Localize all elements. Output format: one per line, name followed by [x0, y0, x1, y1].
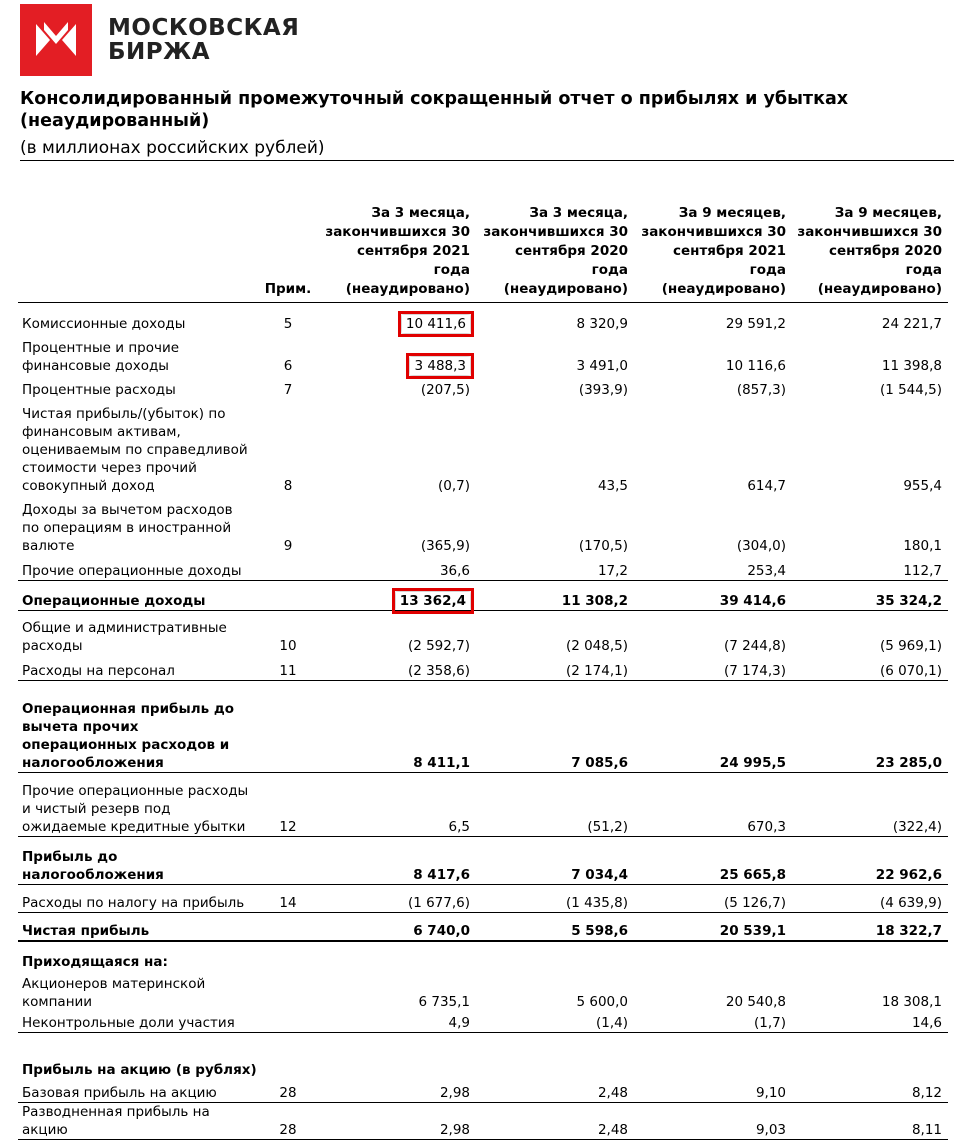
highlighted-value: 3 488,3 [410, 357, 470, 375]
row-value-c3: 20 539,1 [634, 913, 792, 941]
row-value-c1 [318, 303, 476, 333]
row-value-c4: 23 285,0 [792, 681, 948, 773]
table-row-subtotal [18, 837, 948, 885]
row-note: 11 [260, 655, 318, 681]
row-note: 28 [260, 1103, 318, 1140]
table-row-total [18, 581, 948, 611]
moex-emblem-icon [34, 20, 78, 60]
row-value-c1: 4,9 [318, 1011, 476, 1033]
row-value-c4: 18 322,7 [792, 913, 948, 941]
row-label: Процентные расходы [22, 381, 176, 398]
row-value-c1: (207,5) [420, 381, 470, 398]
report-title: Консолидированный промежуточный сокращенный отчет о прибылях и убытках (неаудированный) [20, 89, 849, 131]
table-row-subtotal [18, 681, 948, 773]
row-value-c3: 39 414,6 [634, 581, 792, 611]
row-value-c4: (4 639,9) [792, 885, 948, 913]
row-note: 5 [283, 315, 293, 332]
row-note [260, 681, 318, 773]
row-value-c3: 10 116,6 [725, 357, 786, 374]
section-heading-row [18, 1033, 948, 1079]
row-value-c3: 670,3 [634, 773, 792, 837]
row-value-c3: 9,03 [634, 1103, 792, 1140]
row-value-c3: (7 174,3) [634, 655, 792, 681]
row-value-c4: 180,1 [903, 537, 942, 554]
row-value-c2: 2,48 [476, 1079, 634, 1103]
row-value-c2: 3 491,0 [576, 357, 628, 374]
header-label-cell [18, 204, 260, 303]
row-value-c2: 5 598,6 [476, 913, 634, 941]
row-value-c2: 7 034,4 [476, 837, 634, 885]
row-value-c3: 614,7 [747, 477, 786, 494]
row-note: 12 [260, 773, 318, 837]
row-value-c4: 18 308,1 [881, 993, 942, 1010]
row-value-c3: 29 591,2 [725, 315, 786, 332]
row-value-c1: (0,7) [437, 477, 470, 494]
highlighted-value: 10 411,6 [402, 315, 470, 333]
row-label: Неконтрольные доли участия [18, 1011, 260, 1033]
row-label: Операционная прибыль до вычета прочих операционных расходов и налогообложения [18, 681, 260, 773]
row-value-c4: 11 398,8 [881, 357, 942, 374]
row-value-c1: (1 677,6) [318, 885, 476, 913]
row-value-c2: 11 308,2 [476, 581, 634, 611]
row-note [260, 971, 318, 1011]
highlighted-value: 13 362,4 [396, 592, 470, 610]
row-value-c1: 6 740,0 [318, 913, 476, 941]
row-value-c1: (365,9) [420, 537, 470, 554]
row-value-c4: (1 544,5) [879, 381, 942, 398]
row-value-c1: (2 358,6) [318, 655, 476, 681]
moex-logo-mark [20, 4, 92, 76]
title-divider [20, 160, 954, 161]
row-note: 7 [283, 381, 293, 398]
table-row [18, 555, 948, 581]
row-value-c1: 6 735,1 [418, 993, 470, 1010]
row-value-c1 [318, 581, 476, 611]
row-label: Общие и административные расходы [22, 619, 227, 654]
row-label: Доходы за вычетом расходов по операциям в иностранной валюте [22, 501, 233, 554]
row-value-c2: (170,5) [578, 537, 628, 554]
row-note [260, 581, 318, 611]
table-row-total [18, 913, 948, 941]
row-value-c2: 8 320,9 [576, 315, 628, 332]
row-label: Прочие операционные доходы [18, 555, 260, 581]
row-value-c3: 24 995,5 [634, 681, 792, 773]
header-col-1: За 3 месяца, закончившихся 30 сентября 2021 года (неаудировано) [318, 204, 476, 303]
row-value-c1: 6,5 [318, 773, 476, 837]
row-label: Операционные доходы [18, 581, 260, 611]
row-value-c2: (2 048,5) [565, 637, 628, 654]
row-note: 14 [260, 885, 318, 913]
row-label: Процентные и прочие финансовые доходы [22, 339, 180, 374]
header-row [18, 204, 948, 303]
table-row [18, 885, 948, 913]
row-value-c4: 24 221,7 [881, 315, 942, 332]
row-note: 10 [279, 637, 297, 654]
row-value-c3: 253,4 [634, 555, 792, 581]
row-value-c3: (5 126,7) [634, 885, 792, 913]
row-value-c3: (1,7) [634, 1011, 792, 1033]
row-note: 8 [283, 477, 293, 494]
table-row [18, 303, 948, 333]
row-value-c1: 2,98 [318, 1079, 476, 1103]
row-label: Чистая прибыль [18, 913, 260, 941]
row-value-c2: (2 174,1) [476, 655, 634, 681]
row-value-c3: 25 665,8 [634, 837, 792, 885]
row-value-c3: 9,10 [634, 1079, 792, 1103]
table-row [18, 971, 948, 1011]
table-row [18, 1011, 948, 1033]
row-value-c4: 8,11 [792, 1103, 948, 1140]
row-value-c3: (857,3) [736, 381, 786, 398]
table-row [18, 773, 948, 837]
row-value-c4: 22 962,6 [792, 837, 948, 885]
row-label: Комиссионные доходы [22, 315, 186, 332]
row-note [260, 837, 318, 885]
row-label: Прочие операционные расходы и чистый резерв под ожидаемые кредитные убытки [18, 773, 260, 837]
row-label: Расходы на персонал [18, 655, 260, 681]
row-note: 6 [283, 357, 293, 374]
row-note [260, 555, 318, 581]
moex-logo-text [108, 16, 299, 64]
row-note [260, 1011, 318, 1033]
row-value-c2: 17,2 [476, 555, 634, 581]
row-value-c1: 8 417,6 [318, 837, 476, 885]
table-row [18, 399, 948, 495]
table-row [18, 1079, 948, 1103]
row-note: 28 [260, 1079, 318, 1103]
row-value-c2: 7 085,6 [476, 681, 634, 773]
row-value-c4: 35 324,2 [792, 581, 948, 611]
row-value-c2: (51,2) [476, 773, 634, 837]
row-value-c4: 14,6 [792, 1011, 948, 1033]
table-row [18, 495, 948, 555]
report-subtitle: (в миллионах российских рублей) [20, 138, 325, 158]
row-value-c1: 8 411,1 [318, 681, 476, 773]
row-label: Прибыль до налогообложения [18, 837, 260, 885]
row-value-c3: (304,0) [736, 537, 786, 554]
row-value-c4: (6 070,1) [792, 655, 948, 681]
table-row [18, 333, 948, 375]
table-row [18, 611, 948, 655]
row-note: 9 [283, 537, 293, 554]
row-value-c1 [318, 333, 476, 375]
row-value-c2: (1,4) [476, 1011, 634, 1033]
table-row [18, 655, 948, 681]
row-value-c3: 20 540,8 [725, 993, 786, 1010]
row-value-c4: 955,4 [903, 477, 942, 494]
row-value-c2: (1 435,8) [476, 885, 634, 913]
header-col-2: За 3 месяца, закончившихся 30 сентября 2020 года (неаудировано) [476, 204, 634, 303]
header-col-4: За 9 месяцев, закончившихся 30 сентября 2020 года (неаудировано) [792, 204, 948, 303]
logo-line-2: БИРЖА [108, 39, 211, 65]
row-value-c2: 43,5 [597, 477, 628, 494]
row-label: Акционеров материнской компании [22, 975, 206, 1010]
row-value-c4: 8,12 [792, 1079, 948, 1103]
income-statement-table [18, 204, 948, 1140]
header-note: Прим. [260, 204, 318, 303]
moex-logo [20, 4, 299, 76]
table-row [18, 375, 948, 399]
row-label: Базовая прибыль на акцию [18, 1079, 260, 1103]
row-value-c1: 36,6 [318, 555, 476, 581]
section-heading: Приходящаяся на: [22, 953, 168, 970]
row-label: Чистая прибыль/(убыток) по финансовым активам, оцениваемым по справедливой стоимости через прочий совокупный доход [22, 405, 248, 494]
logo-line-1: МОСКОВСКАЯ [108, 15, 300, 41]
row-value-c1: 2,98 [318, 1103, 476, 1140]
row-value-c2: 2,48 [476, 1103, 634, 1140]
row-label: Разводненная прибыль на акцию [18, 1103, 260, 1140]
header-col-3: За 9 месяцев, закончившихся 30 сентября 2021 года (неаудировано) [634, 204, 792, 303]
section-heading: Прибыль на акцию (в рублях) [22, 1061, 257, 1078]
row-value-c2: (393,9) [578, 381, 628, 398]
row-value-c4: 112,7 [792, 555, 948, 581]
row-value-c4: (5 969,1) [879, 637, 942, 654]
row-value-c4: (322,4) [792, 773, 948, 837]
row-label: Расходы по налогу на прибыль [18, 885, 260, 913]
row-value-c2: 5 600,0 [576, 993, 628, 1010]
row-note [260, 913, 318, 941]
section-heading-row [18, 941, 948, 971]
row-value-c1: (2 592,7) [407, 637, 470, 654]
row-value-c3: (7 244,8) [723, 637, 786, 654]
